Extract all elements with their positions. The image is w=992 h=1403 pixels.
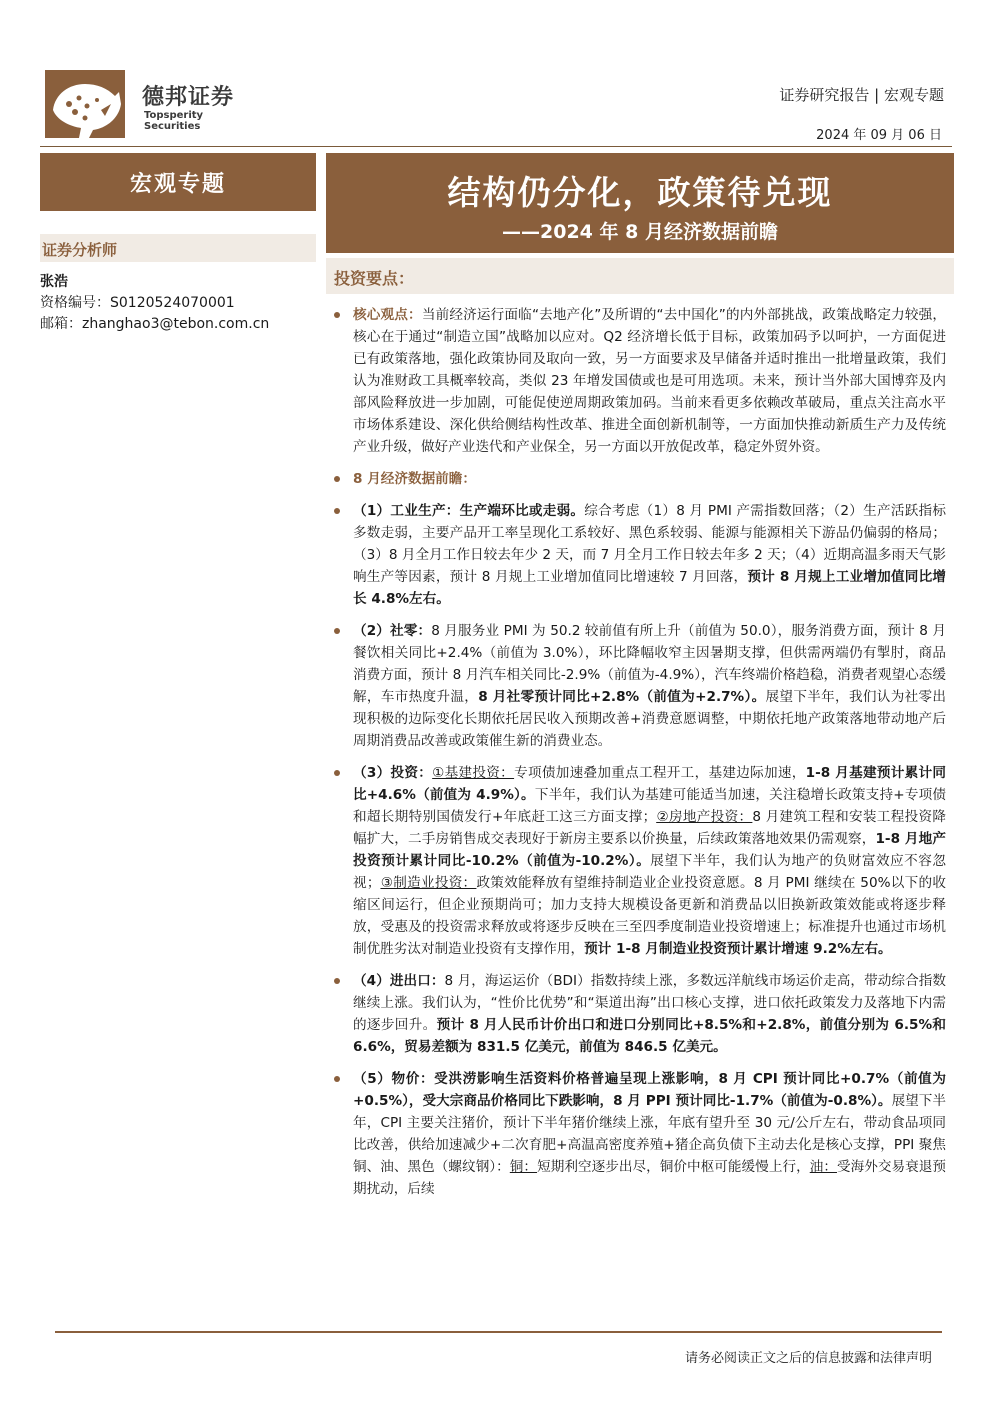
leopard-logo-icon bbox=[45, 70, 125, 138]
report-type: 证券研究报告 | 宏观专题 bbox=[779, 86, 944, 104]
investment-highlights-header bbox=[326, 258, 954, 294]
bullet-icon bbox=[334, 312, 340, 318]
header-divider bbox=[40, 146, 952, 147]
brand-name-en: Topsperity Securities bbox=[144, 110, 204, 132]
report-date: 2024 年 09 月 06 日 bbox=[816, 128, 942, 143]
bullet-icon bbox=[334, 476, 340, 482]
title-block bbox=[326, 153, 954, 253]
bullet-icon bbox=[334, 508, 340, 514]
bullet-icon bbox=[334, 628, 340, 634]
trade-paragraph: （4）进出口：8 月，海运运价（BDI）指数持续上涨，多数远洋航线市场运价走高，带动综合指数继续上涨。我们认为，“性价比优势”和“渠道出海”出口核心支撑，进口依托政策发力及落地下内需的逐步回升。预计 8 月人民币计价出口和进口分别同比+8.5%和+2.8%，前值分别为 6.5%和 6.6%，贸易差额为 831.5 亿美元，前值为 846.5 亿美元。 bbox=[332, 970, 946, 1058]
prices-paragraph: （5）物价：受洪涝影响生活资料价格普遍呈现上涨影响，8 月 CPI 预计同比+0.7%（前值为+0.5%），受大宗商品价格同比下跌影响，8 月 PPI 预计同比-1.7%（前值为-0.8%）。展望下半年，CPI 主要关注猪价，预计下半年猪价继续上涨，年底有望升至 30 元/公斤左右，带动食品项同比改善，供给加速减少+二次育肥+高温高密度养殖+猪企高负债下主动去化是核心支撑，PPI 聚焦铜、油、黑色（螺纹钢）：铜：短期利空逐步出尽，铜价中枢可能缓慢上行，油：受海外交易衰退预期扰动，后续 bbox=[332, 1068, 946, 1200]
analyst-section-header bbox=[40, 234, 316, 262]
core-view-paragraph: 核心观点：当前经济运行面临“去地产化”及所谓的“去中国化”的内外部挑战，政策战略定力较强，核心在于通过“制造立国”战略加以应对。Q2 经济增长低于目标，政策加码予以呵护，一方面促进已有政策落地，强化政策协同及取向一致，另一方面要求及早储备并适时推出一批增量政策，我们认为准财政工具概率较高，类似 23 年增发国债或也是可用选项。未来，预计当外部大国博弈及内部风险释放进一步加剧，可能促使逆周期政策加码。当前来看更多依赖改革破局，重点关注高水平市场体系建设、深化供给侧结构性改革、推进全面创新机制等，一方面加快推动新质生产力及传统产业升级，做好产业迭代和产业保全，另一方面以开放促改革，稳定外贸外资。 bbox=[332, 304, 946, 458]
analyst-section-label: 证券分析师 bbox=[42, 241, 118, 259]
investment-highlights-label: 投资要点： bbox=[334, 269, 415, 288]
preview-heading-paragraph: 8 月经济数据前瞻： bbox=[332, 468, 946, 490]
brand-logo bbox=[45, 70, 250, 140]
analyst-email[interactable]: 邮箱：zhanghao3@tebon.com.cn bbox=[40, 316, 270, 332]
analyst-name: 张浩 bbox=[40, 274, 68, 290]
industrial-production-paragraph: （1）工业生产：生产端环比或走弱。综合考虑（1）8 月 PMI 产需指数回落；（2）生产活跃指标多数走弱，主要产品开工率呈现化工系较好、黑色系较弱、能源与能源相关下游品仍偏弱的格局；（3）8 月全月工作日较去年少 2 天，而 7 月全月工作日较去年多 2 天；（4）近期高温多雨天气影响生产等因素，预计 8 月规上工业增加值同比增速较 7 月回落，预计 8 月规上工业增加值同比增长 4.8%左右。 bbox=[332, 500, 946, 610]
bullet-icon bbox=[334, 978, 340, 984]
analyst-cert: 资格编号：S0120524070001 bbox=[40, 295, 235, 311]
brand-name-cn: 德邦证券 bbox=[142, 85, 235, 110]
disclaimer-note: 请务必阅读正文之后的信息披露和法律声明 bbox=[684, 1351, 932, 1366]
report-subtitle: ——2024 年 8 月经济数据前瞻 bbox=[502, 221, 778, 243]
footer-divider bbox=[55, 1331, 942, 1333]
investment-paragraph: （3）投资：①基建投资：专项债加速叠加重点工程开工，基建边际加速，1-8 月基建预计累计同比+4.6%（前值为 4.9%）。下半年，我们认为基建可能适当加速，关注稳增长政策支持+专项债和超长期特别国债发行+年底赶工这三方面支撑；②房地产投资：8 月建筑工程和安装工程投资降幅扩大，二手房销售成交表现好于新房主要系以价换量，后续政策落地效果仍需观察，1-8 月地产投资预计累计同比-10.2%（前值为-10.2%）。展望下半年，我们认为地产的负财富效应不容忽视；③制造业投资：政策效能释放有望维持制造业企业投资意愿。8 月 PMI 继续在 50%以下的收缩区间运行，但企业预期尚可；加力支持大规模设备更新和消费品以旧换新政策效能或将逐步释放，受惠及的投资需求释放或将逐步反映在三至四季度制造业投资增速上；标准提升也通过市场机制优胜劣汰对制造业投资有支撑作用，预计 1-8 月制造业投资预计累计增速 9.2%左右。 bbox=[332, 762, 946, 960]
retail-sales-paragraph: （2）社零：8 月服务业 PMI 为 50.2 较前值有所上升（前值为 50.0），服务消费方面，预计 8 月餐饮相关同比+2.4%（前值为 3.0%），环比降幅收窄主因暑期支撑，但供需两端仍有掣肘，商品消费方面，预计 8 月汽车相关同比-2.9%（前值为-4.9%），汽车终端价格趋稳，消费者观望心态缓解，车市热度升温，8 月社零预计同比+2.8%（前值为+2.7%）。展望下半年，我们认为社零出现积极的边际变化长期依托居民收入预期改善+消费意愿调整，中期依托地产政策落地带动地产后周期消费品改善或政策催生新的消费业态。 bbox=[332, 620, 946, 752]
main-content bbox=[332, 304, 946, 1210]
report-title: 结构仍分化，政策待兑现 bbox=[447, 173, 833, 212]
bullet-icon bbox=[334, 1076, 340, 1082]
category-banner: 宏观专题 bbox=[40, 153, 316, 211]
bullet-icon bbox=[334, 770, 340, 776]
